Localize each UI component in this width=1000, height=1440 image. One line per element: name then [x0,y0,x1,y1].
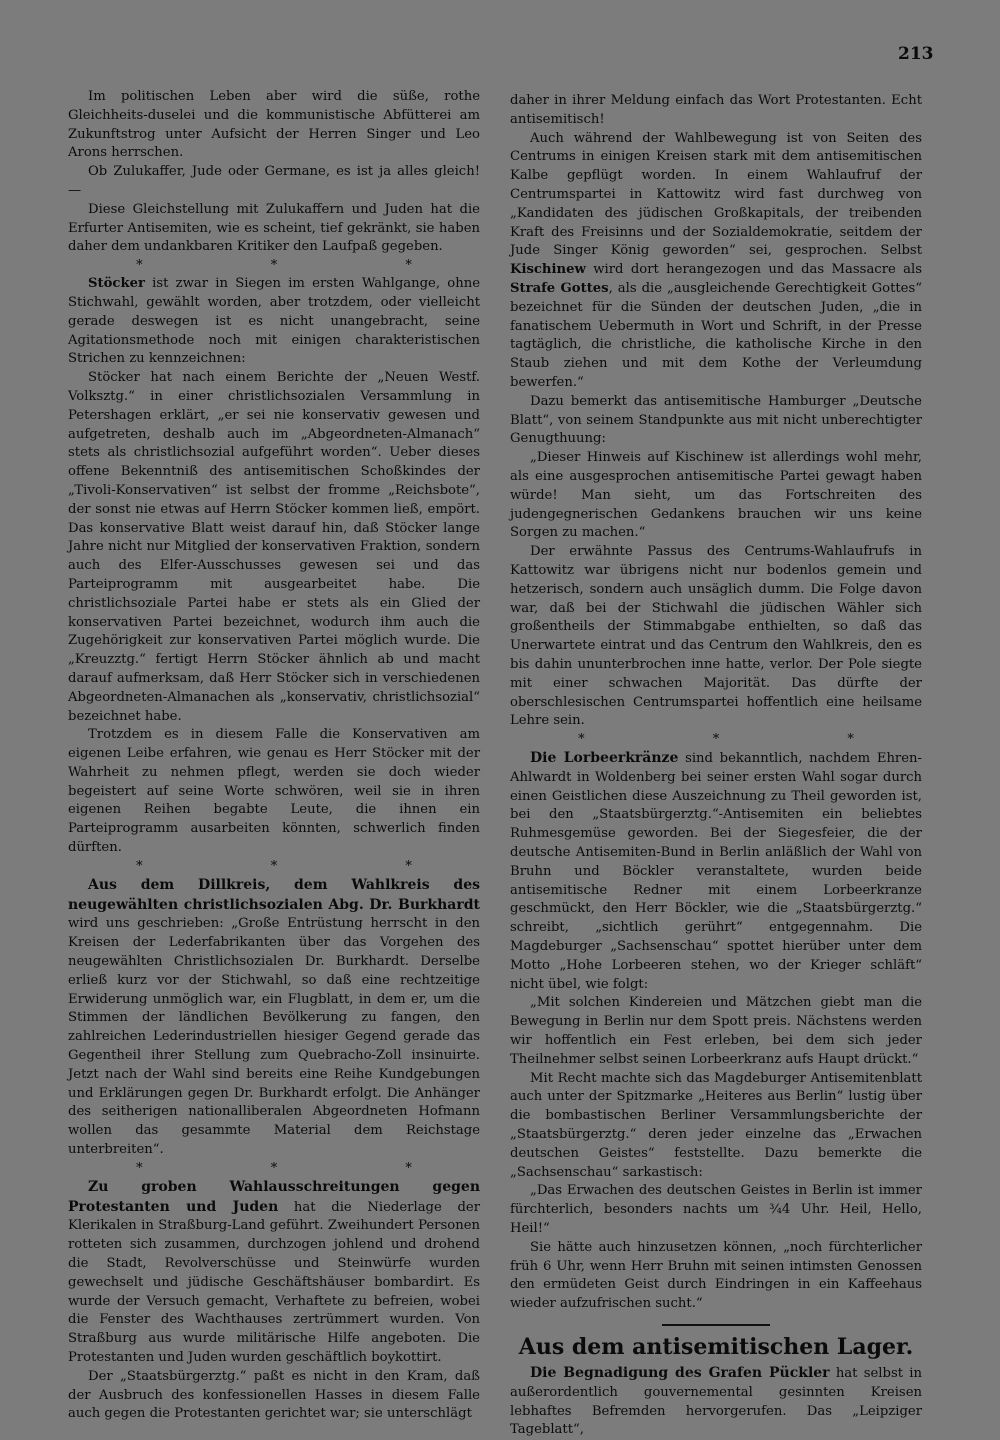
paragraph [510,130,922,393]
article-heading: Die Lorbeerkränze [530,750,679,767]
asterisk-separator: * * * [136,858,474,874]
paragraph: Diese Gleichstellung mit Zulukaffern und Juden hat die Erfurter Antisemiten, wie es scheint, tief gekränkt, sie haben daher dem undankbaren Kritiker den Laufpaß gegeben. [68,201,480,255]
keyword: Strafe Gottes [510,280,609,296]
keyword: Kischinew [510,262,586,278]
article-heading: Die Begnadigung des Grafen Pückler [530,1365,830,1381]
asterisk-separator: * * * [578,732,916,748]
paragraph: „Das Erwachen des deutschen Geistes in Berlin ist immer fürchterlich, besonders nachts um ¾4 Uhr. Heil, Hello, Heil!“ [510,1183,922,1237]
paragraph-text: hat selbst in außerordentlich gouvernemental gesinnten Kreisen lebhaftes Befremden hervorgerufen. Das „Leipziger Tageblatt“, [510,1366,922,1438]
paragraph: Sie hätte auch hinzusetzen können, „noch fürchterlicher früh 6 Uhr, wenn Herr Bruhn mit seinen intimsten Genossen den ermüdeten Geist durch Eindringen in ein Kaffeehaus wieder aufzufrischen sucht.“ [510,1239,922,1312]
paragraph-text: ist zwar in Siegen im ersten Wahlgange, ohne Stichwahl, gewählt worden, aber trotzdem, oder vielleicht gerade deswegen ist es nicht unangebracht, seine Agitationsmethode noch mit einigen charakteristischen Strichen zu kennzeichnen: [68,276,480,367]
paragraph [68,876,480,1160]
paragraph [68,1178,480,1368]
paragraph: Der „Staatsbürgerztg.“ paßt es nicht in den Kram, daß der Ausbruch des konfessionellen Hasses in diesem Falle auch gegen die Protestanten gerichtet war; sie unterschlägt [68,1368,480,1422]
paragraph: Der erwähnte Passus des Centrums-Wahlaufrufs in Kattowitz war übrigens nicht nur bodenlos gemein und hetzerisch, sondern auch unsäglich dumm. Die Folge davon war, daß bei der Stichwahl die jüdischen Wähler sich großentheils der Stimmabgabe enthielten, so daß das Unerwartete eintrat und das Centrum den Wahlkreis, den es bis dahin ununterbrochen inne hatte, verlor. Der Pole siegte mit einer schwachen Majorität. Das dürfte der oberschlesischen Centrumspartei hoffentlich eine heilsame Lehre sein. [510,544,922,729]
asterisk-separator: * * * [136,1160,474,1176]
paragraph: Stöcker hat nach einem Berichte der „Neuen Westf. Volksztg.“ in einer christlichsozialen Versammlung in Petershagen erklärt, „er sei nie konservativ gewesen und aufgetreten, deshalb auch im „Abgeordneten-Almanach“ stets als christlichsozial aufgeführt worden“. Ueber dieses offene Bekenntniß des antisemitischen Schoßkindes der „Tivoli-Konservativen“ ist selbst der fromme „Reichsbote“, der sonst nie etwas auf Herrn Stöcker kommen ließ, empört. Das konservative Blatt weist darauf hin, daß Stöcker lange Jahre nicht nur Mitglied der konservativen Fraktion, sondern auch des Elfer-Ausschusses gewesen sei und das Parteiprogramm mit ausgearbeitet habe. Die christlichsoziale Partei habe er stets als ein Glied der konservativen Partei bezeichnet, wodurch ihm auch die Zugehörigkeit zur konservativen Partei möglich wurde. Die „Kreuzztg.“ fertigt Herrn Stöcker ähnlich ab und macht darauf aufmerksam, daß Herr Stöcker sich in verschiedenen Abgeordneten-Almanachen als „konservativ, christlichsozial“ bezeichnet habe. [68,370,480,724]
paragraph: „Mit solchen Kindereien und Mätzchen giebt man die Bewegung in Berlin nur dem Spott preis. Nächstens werden wir hoffentlich ein Fest erleben, bei dem sich jeder Theilnehmer selbst seinen Lorbeerkranz aufs Haupt drückt.“ [510,995,922,1067]
article-heading: Zu groben Wahlausschreitungen gegen Protestanten und Juden [68,1178,480,1215]
paragraph-text: sind bekanntlich, nachdem Ehren-Ahlwardt in Woldenberg bei seiner ersten Wahl sogar durch einen Geistlichen diese Auszeichnung zu Theil geworden ist, bei den „Staatsbürgerztg.“-Antisemiten ein beliebtes Ruhmesgemüse geworden. Bei der Siegesfeier, die der deutsche Antisemiten-Bund in Berlin anläßlich der Wahl von Bruhn und Böckler veranstaltete, wurden beide antisemitische Redner mit einem Lorbeerkranze geschmückt, den Herr Böckler, wie die „Staatsbürgerztg.“ schreibt, „sichtlich gerührt“ entgegennahm. Die Magdeburger „Sachsenschau“ spottet hierüber unter dem Motto „Hohe Lorbeeren stehen, wo der Krieger schläft“ nicht übel, wie folgt: [510,751,922,992]
paragraph: daher in ihrer Meldung einfach das Wort Protestanten. Echt antisemitisch! [510,93,922,127]
paragraph: Ob Zulukaffer, Jude oder Germane, es ist ja alles gleich! — [68,164,480,198]
paragraph [68,275,480,369]
section-divider [662,1324,770,1326]
paragraph: Trotzdem es in diesem Falle die Konservativen am eigenen Leibe erfahren, wie genau es Herr Stöcker mit der Wahrheit zu nehmen pflegt, werden sie doch wieder begeistert auf seine Worte schwören, weil sie in ihren eigenen Reihen begabte Leute, die ihnen ein Parteiprogramm ausarbeiten könnten, schwerlich finden dürften. [68,727,480,856]
article-heading: Aus dem Dillkreis, dem Wahlkreis des neugewählten christlichsozialen Abg. Dr. Burkhardt [68,876,480,913]
left-column [68,88,480,1424]
paragraph-text: , als die „ausgleichende Gerechtigkeit Gottes“ bezeichnet für die Sünden der deutschen Juden, „die in fanatischem Uebermuth in Wort und Schrift, in der Presse tagtäglich, die christliche, die katholische Kirche in den Staub ziehen und mit dem Kothe der Verleumdung bewerfen.“ [510,280,922,390]
asterisk-separator: * * * [136,258,474,274]
section-title: Aus dem antisemitischen Lager. [518,1334,914,1360]
paragraph-text: Auch während der Wahlbewegung ist von Seiten des Centrums in einigen Kreisen stark mit dem antisemitischen Kalbe gepflügt worden. In einem Wahlaufruf der Centrumspartei in Kattowitz wird fast durchweg von „Kandidaten des jüdischen Großkapitals, der treibenden Kraft des Freisinns und der Sozialdemokratie, seitdem der Jude Singer König geworden“ sei, gesprochen. Selbst [510,130,922,259]
paragraph: „Dieser Hinweis auf Kischinew ist allerdings wohl mehr, als eine ausgesprochen antisemitische Partei gewagt haben würde! Man sieht, um das Fortschreiten des judengegnerischen Gedankens brauchen wir uns keine Sorgen zu machen.“ [510,450,922,541]
keyword-heading: Stöcker [88,276,145,292]
paragraph-text: wird uns geschrieben: „Große Entrüstung herrscht in den Kreisen der Lederfabrikanten über das Vorgehen des neugewählten Christlichsozialen Dr. Burkhardt. Derselbe erließ kurz vor der Stichwahl, so daß eine rechtzeitige Erwiderung unmöglich war, ein Flugblatt, in dem er, um die Stimmen der ländlichen Bevölkerung zu fangen, den zahlreichen Lederindustriellen hiesiger Gegend gerade das Gegentheil ihrer Stellung zum Quebracho-Zoll insinuirte. Jetzt nach der Wahl sind bereits eine Reihe Kundgebungen und Erklärungen gegen Dr. Burkhardt erfolgt. Die Anhänger des seitherigen nationalliberalen Abgeordneten Hofmann wollen das gesammte Material dem Reichstage unterbreiten“. [68,916,480,1158]
paragraph-text: wird dort herangezogen und das Massacre als [585,262,922,278]
paragraph: Im politischen Leben aber wird die süße, rothe Gleichheits-duselei und die kommunistische Abfütterei am Zukunftstrog unter Aufsicht der Herren Singer und Leo Arons herrschen. [68,89,480,161]
paragraph: Mit Recht machte sich das Magdeburger Antisemitenblatt auch unter der Spitzmarke „Heiteres aus Berlin“ lustig über die bombastischen Berliner Versammlungsberichte der „Staatsbürgerztg.“ deren jeder einzelne das „Erwachen deutschen Geistes“ feststellte. Dazu bemerkte die „Sachsenschau“ sarkastisch: [510,1070,922,1180]
paragraph: Dazu bemerkt das antisemitische Hamburger „Deutsche Blatt“, von seinem Standpunkte aus mit nicht unberechtigter Genugthuung: [510,393,922,447]
page-number: 213 [898,44,934,64]
paragraph-text: hat die Niederlage der Klerikalen in Straßburg-Land geführt. Zweihundert Personen rotteten sich zusammen, durchzogen johlend und drohend die Stadt, Revolverschüsse und Steinwürfe wurden gewechselt und jüdische Geschäftshäuser bombardirt. Es wurde der Versuch gemacht, Verhaftete zu befreien, wobei die Fenster des Wachthauses zertrümmert wurden. Von Straßburg aus wurde militärische Hilfe angeboten. Die Protestanten und Juden wurden geschäftlich boykottirt. [68,1199,481,1365]
paragraph [510,1364,922,1440]
right-column [510,92,922,1440]
paragraph [510,749,922,994]
